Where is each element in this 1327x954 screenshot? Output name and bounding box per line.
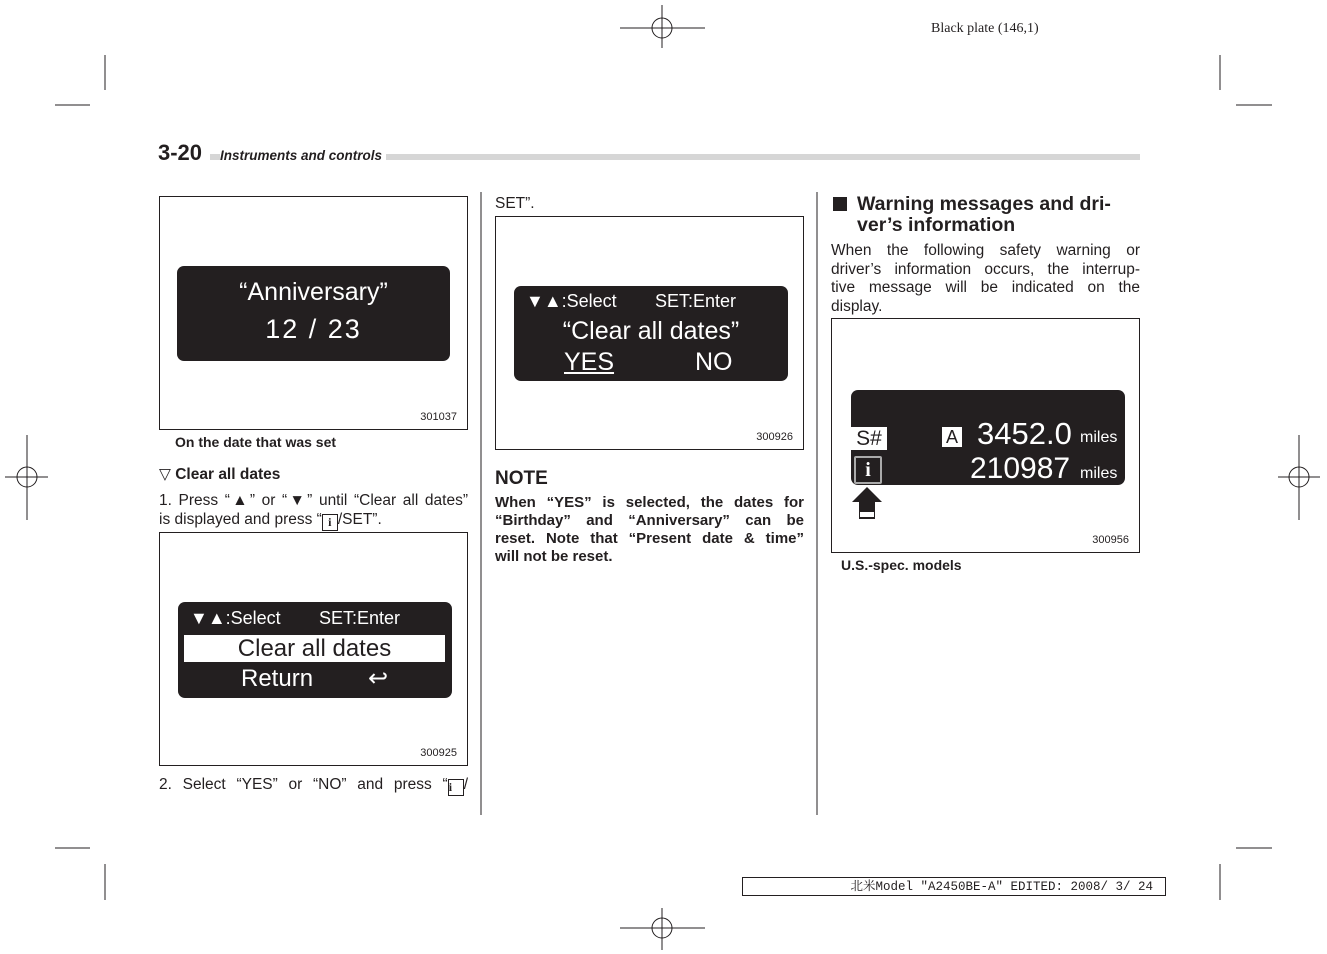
si-drive-mode-indicator: S# — [851, 427, 887, 450]
square-bullet-icon — [833, 197, 847, 211]
figure-clear-all-dates-menu — [159, 532, 468, 766]
option-no: NO — [695, 348, 733, 376]
subheading-text: Clear all dates — [175, 466, 281, 483]
section-body: When the following safety warning or driver’s information occurs, the interrup- tive message will be indicated on the display. — [831, 242, 1140, 315]
figure-clear-all-dates-confirm — [495, 216, 804, 450]
display-panel — [851, 390, 1125, 485]
section-heading: Warning messages and dri- ver’s information — [857, 193, 1111, 236]
return-icon: ↩ — [368, 665, 389, 692]
figure-caption: On the date that was set — [175, 434, 337, 450]
step-1: 1. Press “▲” or “▼” until “Clear all dates” is displayed and press “ i /SET”. — [159, 492, 468, 529]
display-anniversary: “Anniversary” — [239, 278, 388, 306]
section-title: Instruments and controls — [220, 148, 386, 163]
display-enter: SET:Enter — [655, 291, 737, 311]
figure-code: 301037 — [420, 411, 457, 423]
figure-warning-display — [831, 318, 1140, 553]
trip-value: 3452.0 — [977, 416, 1072, 451]
up-arrow-icon — [850, 486, 884, 522]
figure-code: 300925 — [420, 747, 457, 759]
figure-anniversary — [159, 196, 468, 430]
info-icon: i — [322, 514, 338, 531]
display-panel — [178, 602, 452, 698]
figure-code: 300926 — [756, 431, 793, 443]
note-title: NOTE — [495, 468, 548, 489]
option-yes: YES — [564, 348, 615, 376]
display-panel — [514, 286, 788, 381]
note-body: When “YES” is selected, the dates for “Birthday” and “Anniversary” can be reset. Note that “Present date & time” will not be reset. — [495, 494, 804, 565]
menu-item-clear-all-dates: Clear all dates — [184, 635, 445, 662]
triangle-down-outline-icon: ▽ — [159, 466, 176, 483]
display-header: ▼▲:Select — [190, 608, 281, 628]
up-triangle-icon: ▲ — [229, 492, 250, 509]
plate-label: Black plate (146,1) — [931, 21, 1039, 36]
trip-unit: miles — [1080, 429, 1118, 446]
display-panel — [177, 266, 450, 361]
step-2-continued: SET”. — [495, 195, 535, 212]
odometer-unit: miles — [1080, 465, 1118, 482]
figure-code: 300956 — [1092, 534, 1129, 546]
display-title: “Clear all dates” — [562, 317, 740, 345]
step-2: 2. Select “YES” or “NO” and press “i / — [159, 776, 468, 794]
display-enter: SET:Enter — [319, 608, 401, 628]
info-icon: i — [448, 779, 464, 796]
trip-a-label: A — [942, 427, 962, 447]
info-icon: i — [854, 456, 882, 484]
display-date: 12 / 23 — [265, 314, 362, 344]
figure-caption: U.S.-spec. models — [841, 557, 962, 573]
odometer-value: 210987 — [970, 452, 1071, 485]
down-triangle-icon: ▼ — [287, 492, 308, 509]
page-number: 3-20 — [158, 140, 210, 166]
footer-edit-info: 北米Model "A2450BE-A" EDITED: 2008/ 3/ 24 — [742, 877, 1166, 896]
display-header: ▼▲:Select — [526, 291, 617, 311]
menu-item-return: Return — [241, 665, 314, 692]
subheading-clear-all-dates — [159, 465, 280, 484]
